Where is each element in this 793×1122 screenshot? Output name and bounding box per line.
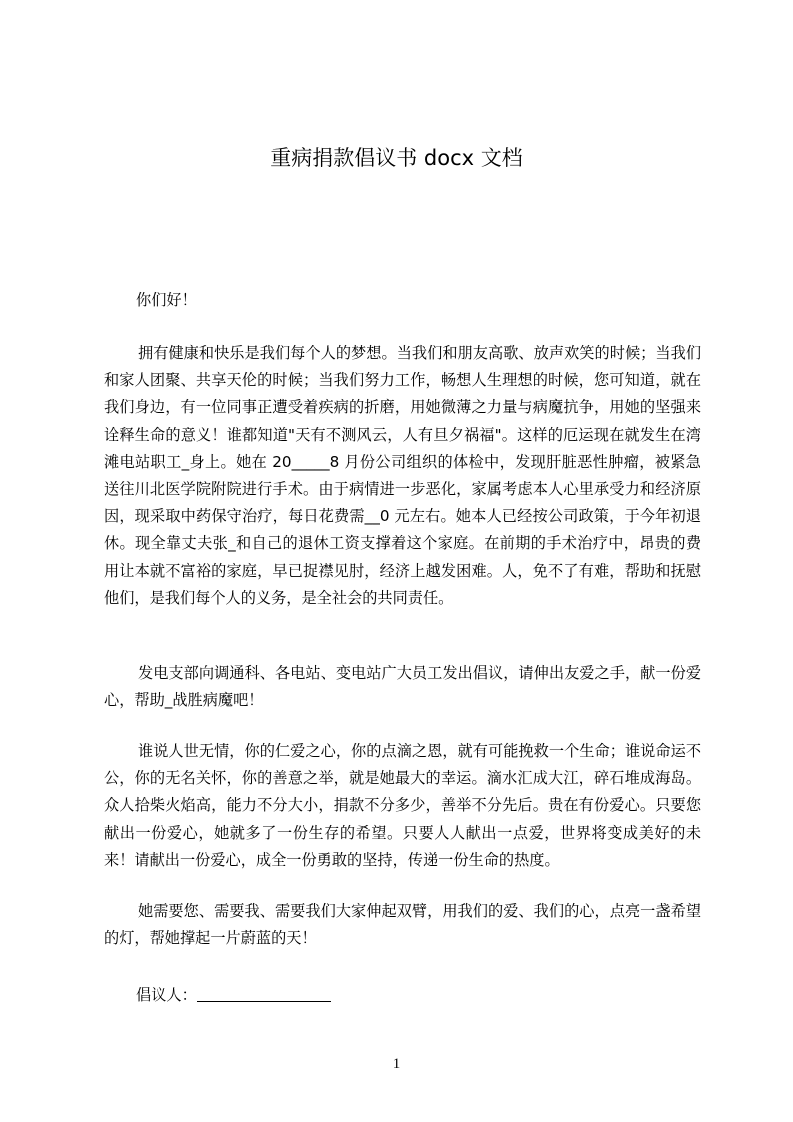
- page-number: 1: [392, 1056, 401, 1072]
- paragraph-closing: 她需要您、需要我、需要我们大家伸起双臂，用我们的爱、我们的心，点亮一盏希望的灯，帮她撑起一片蔚蓝的天！: [104, 902, 701, 948]
- greeting: 你们好！: [136, 291, 197, 309]
- paragraph-compassion: 谁说人世无情，你的仁爱之心，你的点滴之恩，就有可能挽救一个生命；谁说命运不公，你的无名关怀，你的善意之举，就是她最大的幸运。滴水汇成大江，碎石堆成海岛。众人拾柴火焰高，能力不分大小，捐款不分多少，善举不分先后。贵在有份爱心。只要您献出一份爱心，她就多了一份生存的希望。只要人人献出一点爱，世界将变成美好的未来！请献出一份爱心，成全一份勇敢的坚持，传递一份生命的热度。: [104, 742, 701, 869]
- page-title: 重病捐款倡议书 docx 文档: [270, 146, 523, 170]
- signature-label: 倡议人：: [136, 986, 197, 1004]
- paragraph-call-to-action: 发电支部向调通科、各电站、变电站广大员工发出倡议，请伸出友爱之手，献一份爱心，帮助_战胜病魔吧！: [104, 664, 701, 710]
- signature-line: [104, 982, 733, 1009]
- signature-blank: [197, 983, 331, 1002]
- paragraph-health-appeal: 拥有健康和快乐是我们每个人的梦想。当我们和朋友高歌、放声欢笑的时候；当我们和家人团聚、共享天伦的时候；当我们努力工作，畅想人生理想的时候，您可知道，就在我们身边，有一位同事正遭受着疾病的折磨，用她微薄之力量与病魔抗争，用她的坚强来诠释生命的意义！谁都知道"天有不测风云，人有旦夕祸福"。这样的厄运现在就发生在湾滩电站职工_身上。她在 20_____8 月份公司组织的体检中，发现肝脏恶性肿瘤，被紧急送往川北医学院附院进行手术。由于病情进一步恶化，家属考虑本人心里承受力和经济原因，现采取中药保守治疗，每日花费需__0 元左右。她本人已经按公司政策，于今年初退休。现全靠丈夫张_和自己的退休工资支撑着这个家庭。在前期的手术治疗中，昂贵的费用让本就不富裕的家庭，早已捉襟见肘，经济上越发困难。人，免不了有难，帮助和抚慰他们，是我们每个人的义务，是全社会的共同责任。: [104, 344, 701, 607]
